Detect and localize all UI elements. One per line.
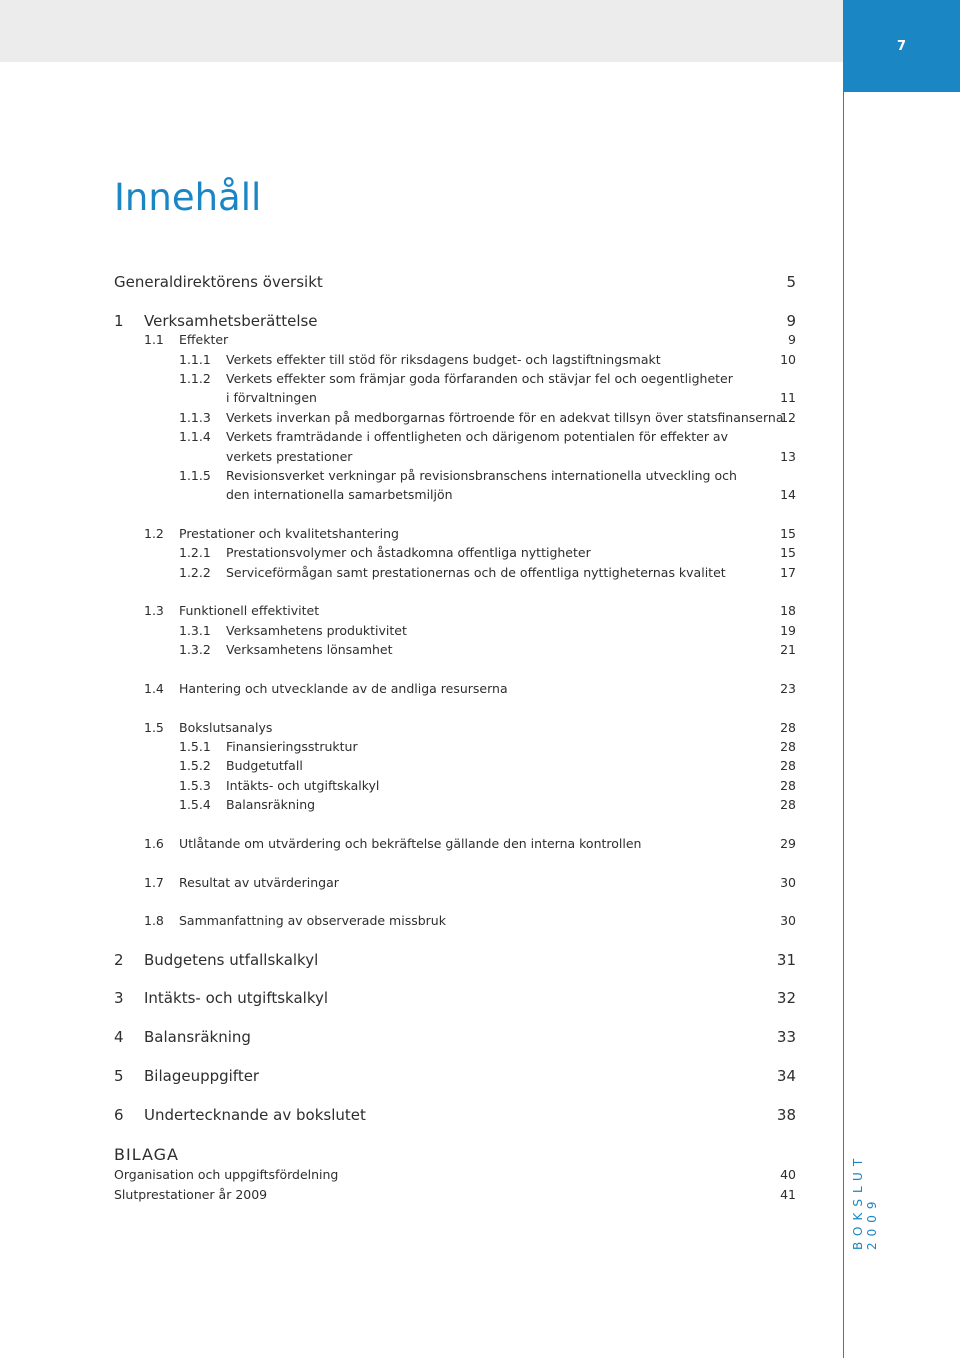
toc-entry <box>0 873 960 893</box>
toc-entry-number: 2 <box>114 951 124 969</box>
toc-entry-page: 30 <box>780 913 796 928</box>
toc-entry-page: 12 <box>780 410 796 425</box>
toc-entry-page: 9 <box>786 312 796 330</box>
toc-entry-page: 31 <box>776 951 796 969</box>
toc-entry <box>0 776 960 796</box>
toc-entry-title: Prestationsvolymer och åstadkomna offentliga nyttigheter <box>226 545 591 560</box>
toc-entry-page: 38 <box>776 1106 796 1124</box>
toc-entry-page: 41 <box>780 1187 796 1202</box>
toc-entry-page: 15 <box>780 545 796 560</box>
toc-entry-number: 1.7 <box>144 875 164 890</box>
toc-entry-number: 1.2.2 <box>179 565 211 580</box>
toc-entry-page: 28 <box>780 758 796 773</box>
toc-entry-page: 17 <box>780 565 796 580</box>
toc-entry-number: 1.1 <box>144 332 164 347</box>
toc-entry <box>0 311 960 331</box>
toc-entry-title: Utlåtande om utvärdering och bekräftelse gällande den interna kontrollen <box>179 836 642 851</box>
toc-entry-title: Slutprestationer år 2009 <box>114 1187 268 1202</box>
toc-entry-title: Finansieringsstruktur <box>226 739 358 754</box>
toc-entry-title: Verkets effekter som främjar goda förfaranden och stävjar fel och oegentligheter <box>226 371 733 386</box>
toc-entry-title: Undertecknande av bokslutet <box>144 1106 366 1124</box>
toc-entry <box>0 756 960 776</box>
sidebar-label: BOKSLUT 2009 <box>851 1152 879 1250</box>
toc-entry-number: 1.1.5 <box>179 468 211 483</box>
toc-entry-title: Budgetutfall <box>226 758 303 773</box>
toc-entry-page: 32 <box>776 989 796 1007</box>
toc-entry-number: 1.3 <box>144 603 164 618</box>
toc-entry <box>0 988 960 1008</box>
toc-entry-title: Balansräkning <box>226 797 316 812</box>
toc-entry <box>0 1027 960 1047</box>
toc-entry-number: 5 <box>114 1067 124 1085</box>
toc-entry-page: 5 <box>786 273 796 291</box>
toc-entry <box>0 718 960 738</box>
toc-entry <box>0 1066 960 1086</box>
toc-entry <box>0 640 960 660</box>
toc-entry <box>0 795 960 815</box>
toc-entry-number: 1.5.1 <box>179 739 211 754</box>
toc-entry-title: Generaldirektörens översikt <box>114 273 323 291</box>
toc-entry-number: 1.3.2 <box>179 642 211 657</box>
toc-entry-number: 1.5 <box>144 720 164 735</box>
toc-entry <box>0 485 960 505</box>
toc-entry-page: 14 <box>780 487 796 502</box>
toc-entry-title: den internationella samarbetsmiljön <box>226 487 453 502</box>
toc-entry-title: Balansräkning <box>144 1028 251 1046</box>
toc-entry <box>0 524 960 544</box>
toc-entry-page: 29 <box>780 836 796 851</box>
toc-entry-title: Revisionsverket verkningar på revisionsbranschens internationella utveckling och <box>226 468 737 483</box>
toc-entry-title: Verksamhetens produktivitet <box>226 623 407 638</box>
toc-entry-page: 28 <box>780 739 796 754</box>
toc-entry <box>0 447 960 467</box>
toc-entry <box>0 950 960 970</box>
toc-entry-number: 1.1.1 <box>179 352 211 367</box>
toc-entry-title: Resultat av utvärderingar <box>179 875 339 890</box>
header-bar <box>0 0 843 62</box>
toc-entry-title: Organisation och uppgiftsfördelning <box>114 1167 339 1182</box>
toc-entry-title: Intäkts- och utgiftskalkyl <box>226 778 380 793</box>
toc-entry <box>0 1165 960 1185</box>
toc-entry-number: 1.5.2 <box>179 758 211 773</box>
toc-entry-title: Sammanfattning av observerade missbruk <box>179 913 446 928</box>
toc-entry-page: 15 <box>780 526 796 541</box>
toc-entry-number: 1.1.4 <box>179 429 211 444</box>
toc-entry-page: 33 <box>776 1028 796 1046</box>
toc-entry <box>0 408 960 428</box>
toc-entry-title: verkets prestationer <box>226 449 353 464</box>
toc-entry-title: Verkets inverkan på medborgarnas förtroende för en adekvat tillsyn över statsfinanserna <box>226 410 784 425</box>
toc-entry-number: 1.4 <box>144 681 164 696</box>
toc-entry-number: 1.1.3 <box>179 410 211 425</box>
toc-entry-number: 1.2.1 <box>179 545 211 560</box>
toc-entry <box>0 466 960 486</box>
toc-entry-number: 1.2 <box>144 526 164 541</box>
toc-entry-page: 30 <box>780 875 796 890</box>
toc-entry-title: Funktionell effektivitet <box>179 603 320 618</box>
toc-entry <box>0 679 960 699</box>
toc-entry-page: 28 <box>780 797 796 812</box>
toc-entry-page: 23 <box>780 681 796 696</box>
toc-entry-number: 6 <box>114 1106 124 1124</box>
toc-entry-title: Serviceförmågan samt prestationernas och de offentliga nyttigheternas kvalitet <box>226 565 726 580</box>
toc-entry-number: 1.1.2 <box>179 371 211 386</box>
toc-entry <box>0 330 960 350</box>
toc-entry <box>0 1185 960 1205</box>
toc-entry-title: i förvaltningen <box>226 390 317 405</box>
toc-entry-number: 3 <box>114 989 124 1007</box>
toc-entry-title: BILAGA <box>114 1145 179 1164</box>
toc-entry-number: 1.3.1 <box>179 623 211 638</box>
toc-entry-title: Intäkts- och utgiftskalkyl <box>144 989 329 1007</box>
toc-entry <box>0 621 960 641</box>
toc-entry-title: Budgetens utfallskalkyl <box>144 951 319 969</box>
toc-entry <box>0 1105 960 1125</box>
toc-entry-page: 10 <box>780 352 796 367</box>
toc-entry <box>0 543 960 563</box>
toc-entry <box>0 427 960 447</box>
toc-entry <box>0 601 960 621</box>
toc-entry-title: Bokslutsanalys <box>179 720 273 735</box>
toc-entry-title: Verkets framträdande i offentligheten och därigenom potentialen för effekter av <box>226 429 728 444</box>
toc-entry-number: 1.6 <box>144 836 164 851</box>
page-title: Innehåll <box>114 176 262 219</box>
toc-entry <box>0 369 960 389</box>
toc-entry-title: Verksamhetsberättelse <box>144 312 318 330</box>
page-number: 7 <box>843 0 960 92</box>
toc-entry <box>0 1145 960 1165</box>
toc-entry-number: 1.5.3 <box>179 778 211 793</box>
toc-entry-page: 11 <box>780 390 796 405</box>
toc-entry-page: 28 <box>780 778 796 793</box>
toc-entry-page: 21 <box>780 642 796 657</box>
toc-entry <box>0 737 960 757</box>
toc-entry-title: Verkets effekter till stöd för riksdagens budget- och lagstiftningsmakt <box>226 352 661 367</box>
toc-entry-page: 9 <box>788 332 796 347</box>
toc-entry <box>0 350 960 370</box>
toc-entry-page: 34 <box>776 1067 796 1085</box>
toc-entry-number: 1.8 <box>144 913 164 928</box>
toc-entry-title: Verksamhetens lönsamhet <box>226 642 393 657</box>
toc-entry-number: 1.5.4 <box>179 797 211 812</box>
toc-entry <box>0 834 960 854</box>
toc-entry <box>0 388 960 408</box>
toc-entry-page: 18 <box>780 603 796 618</box>
toc-entry <box>0 272 960 292</box>
toc-entry-page: 13 <box>780 449 796 464</box>
toc-entry-title: Effekter <box>179 332 229 347</box>
toc-entry <box>0 911 960 931</box>
toc-entry <box>0 563 960 583</box>
toc-entry-title: Hantering och utvecklande av de andliga resurserna <box>179 681 508 696</box>
toc-entry-number: 4 <box>114 1028 124 1046</box>
toc-entry-number: 1 <box>114 312 124 330</box>
toc-entry-page: 19 <box>780 623 796 638</box>
toc-entry-title: Bilageuppgifter <box>144 1067 260 1085</box>
toc-entry-page: 40 <box>780 1167 796 1182</box>
toc-entry-page: 28 <box>780 720 796 735</box>
toc-entry-title: Prestationer och kvalitetshantering <box>179 526 399 541</box>
